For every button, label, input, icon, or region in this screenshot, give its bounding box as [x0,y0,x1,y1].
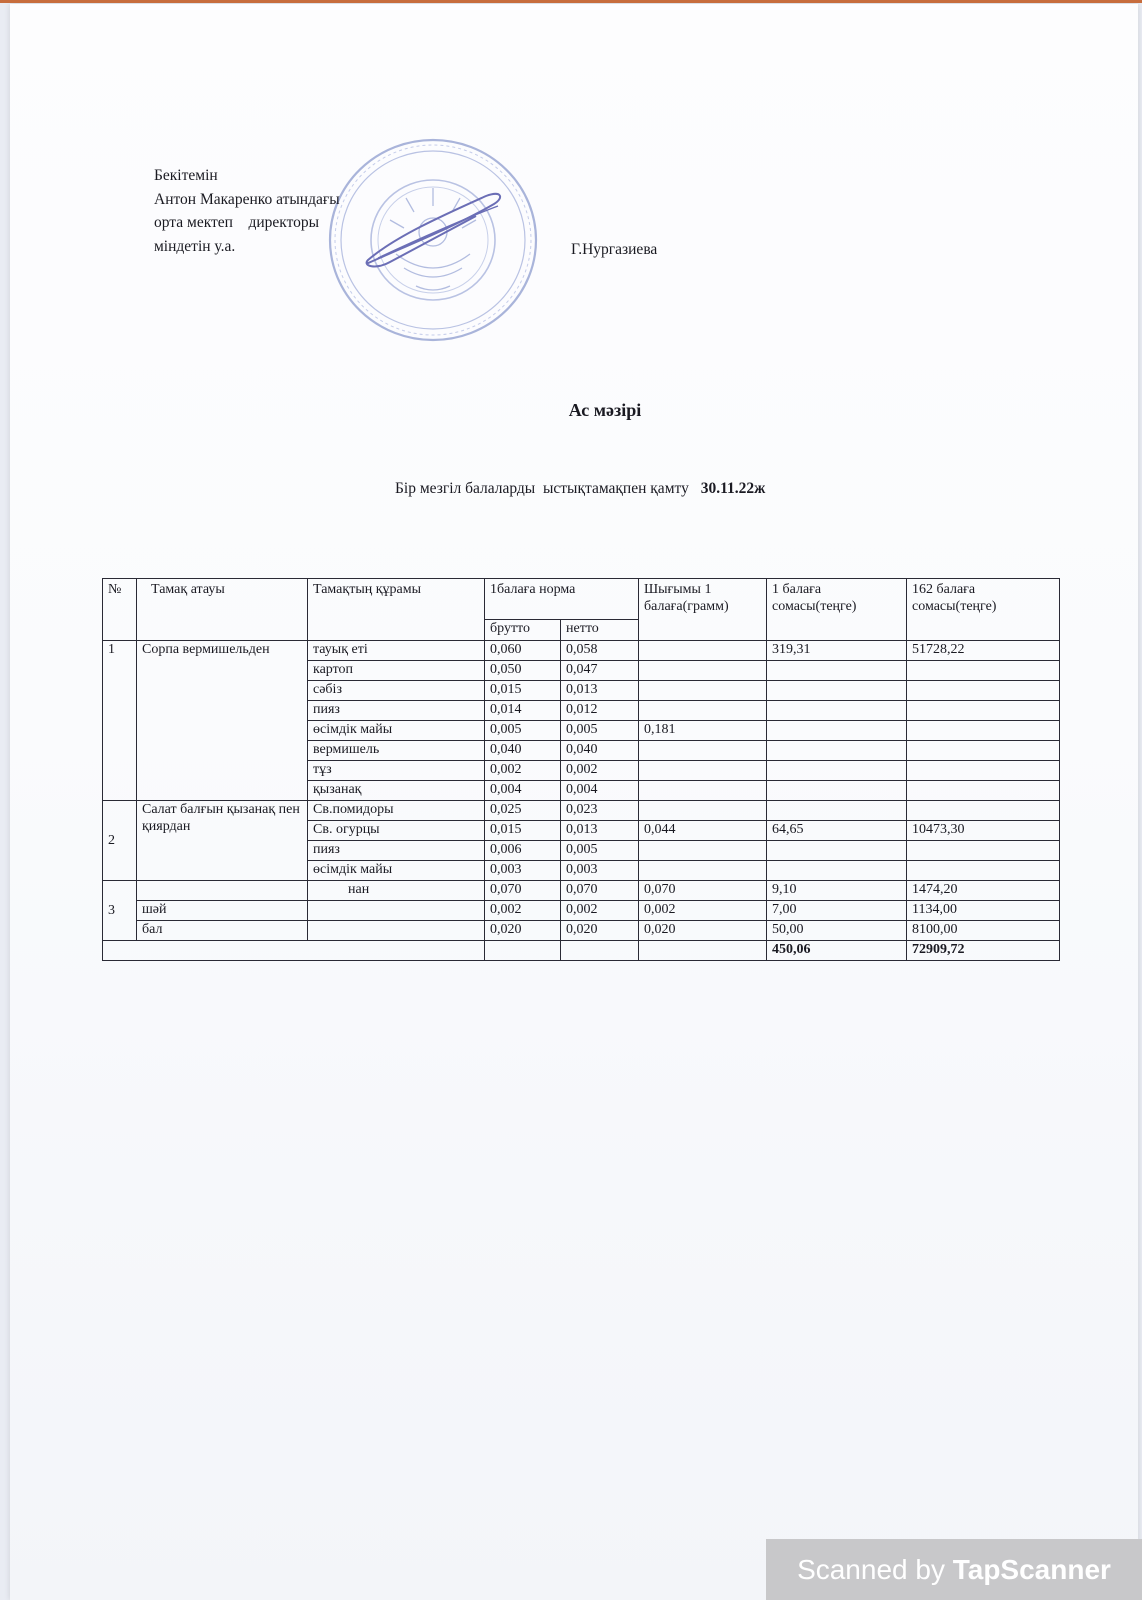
cost1: 7,00 [767,901,907,921]
yield [639,801,767,821]
ingredient: пияз [308,841,485,861]
approval-line: Бекітемін [154,167,218,184]
yield: 0,181 [639,721,767,741]
table-row [103,881,1060,901]
scanner-watermark [766,1539,1142,1600]
brutto: 0,014 [485,701,561,721]
ingredient: сәбіз [308,681,485,701]
document-subtitle [395,480,765,498]
ingredient: Св. огурцы [308,821,485,841]
document-title [0,400,1142,421]
brutto: 0,020 [485,921,561,941]
netto: 0,020 [561,921,639,941]
dish-name: бал [137,921,308,941]
ingredient: өсімдік майы [308,861,485,881]
approval-line: Антон Макаренко атындағы [154,190,340,208]
yield: 0,070 [639,881,767,901]
cost162 [907,841,1060,861]
brutto: 0,003 [485,861,561,881]
dish-num: 2 [103,801,137,881]
cost162 [907,681,1060,701]
header-brutto: брутто [485,620,561,641]
ingredient: қызанақ [308,781,485,801]
netto: 0,002 [561,761,639,781]
cost162: 10473,30 [907,821,1060,841]
dish-name [137,881,308,901]
header-norm: 1балаға норма [485,579,639,620]
dish-num: 3 [103,881,137,941]
table-row [103,921,1060,941]
dish-name: шәй [137,901,308,921]
dish-name: Сорпа вермишельден [137,641,308,801]
ingredient: вермишель [308,741,485,761]
brutto: 0,005 [485,721,561,741]
cost1: 9,10 [767,881,907,901]
total-blank [561,941,639,961]
yield [639,761,767,781]
netto: 0,004 [561,781,639,801]
dish-name: Салат балғын қызанақ пен қиярдан [137,801,308,881]
netto: 0,012 [561,701,639,721]
brutto: 0,050 [485,661,561,681]
dish-num: 1 [103,641,137,801]
cost1: 50,00 [767,921,907,941]
total-cost162: 72909,72 [907,941,1060,961]
yield [639,661,767,681]
brutto: 0,015 [485,681,561,701]
ingredient: картоп [308,661,485,681]
brutto: 0,060 [485,641,561,661]
yield [639,701,767,721]
yield: 0,020 [639,921,767,941]
cost162 [907,741,1060,761]
netto: 0,070 [561,881,639,901]
table-row [103,801,1060,821]
cost162: 8100,00 [907,921,1060,941]
cost162 [907,781,1060,801]
netto: 0,005 [561,721,639,741]
cost1: 319,31 [767,641,907,661]
brutto: 0,040 [485,741,561,761]
cost162: 1474,20 [907,881,1060,901]
cost1 [767,741,907,761]
ingredient: тауық еті [308,641,485,661]
netto: 0,013 [561,821,639,841]
approval-block [154,164,340,258]
title-text: Ас мәзірі [568,400,642,420]
netto: 0,003 [561,861,639,881]
ingredient [308,921,485,941]
approval-line: орта мектеп директоры [154,214,320,231]
brutto: 0,070 [485,881,561,901]
yield [639,781,767,801]
approval-line: міндетін у.а. [154,237,236,255]
netto: 0,023 [561,801,639,821]
cost1 [767,841,907,861]
total-blank [103,941,485,961]
cost162: 1134,00 [907,901,1060,921]
yield: 0,002 [639,901,767,921]
netto: 0,040 [561,741,639,761]
netto: 0,013 [561,681,639,701]
school-seal-stamp [326,136,540,344]
cost1 [767,801,907,821]
cost162 [907,661,1060,681]
table-row [103,901,1060,921]
ingredient: нан [308,881,485,901]
brutto: 0,015 [485,821,561,841]
total-blank [639,941,767,961]
cost1 [767,681,907,701]
cost1 [767,781,907,801]
brutto: 0,006 [485,841,561,861]
header-num: № [103,579,137,641]
cost162 [907,761,1060,781]
cost162 [907,801,1060,821]
watermark-prefix: Scanned by [797,1554,953,1585]
total-cost1: 450,06 [767,941,907,961]
header-dish: Тамақ атауы [137,579,308,641]
brutto: 0,004 [485,781,561,801]
menu-date: 30.11.22ж [700,480,766,497]
table-row [103,641,1060,661]
subtitle-text: Бір мезгіл балаларды ыстықтамақпен қамту [395,480,689,497]
yield [639,641,767,661]
cost162: 51728,22 [907,641,1060,661]
page-edge [0,0,1142,3]
cost1 [767,701,907,721]
total-row [103,941,1060,961]
yield [639,741,767,761]
netto: 0,058 [561,641,639,661]
brutto: 0,002 [485,761,561,781]
cost1 [767,721,907,741]
watermark-brand: TapScanner [952,1554,1111,1585]
cost1 [767,861,907,881]
header-cost1: 1 балаға сомасы(теңге) [767,579,907,641]
netto: 0,005 [561,841,639,861]
ingredient: тұз [308,761,485,781]
ingredient: өсімдік майы [308,721,485,741]
cost162 [907,701,1060,721]
cost1: 64,65 [767,821,907,841]
ingredient [308,901,485,921]
ingredient: Св.помидоры [308,801,485,821]
director-name: Г.Нургазиева [571,241,658,258]
cost162 [907,861,1060,881]
total-blank [485,941,561,961]
cost1 [767,761,907,781]
brutto: 0,002 [485,901,561,921]
header-netto: нетто [561,620,639,641]
table-header-row [103,579,1060,620]
ingredient: пияз [308,701,485,721]
yield [639,681,767,701]
cost162 [907,721,1060,741]
menu-table [102,578,1060,961]
header-yield: Шығымы 1 балаға(грамм) [639,579,767,641]
yield [639,841,767,861]
cost1 [767,661,907,681]
netto: 0,047 [561,661,639,681]
header-composition: Тамақтың құрамы [308,579,485,641]
header-cost162: 162 балаға сомасы(теңге) [907,579,1060,641]
brutto: 0,025 [485,801,561,821]
yield: 0,044 [639,821,767,841]
netto: 0,002 [561,901,639,921]
yield [639,861,767,881]
